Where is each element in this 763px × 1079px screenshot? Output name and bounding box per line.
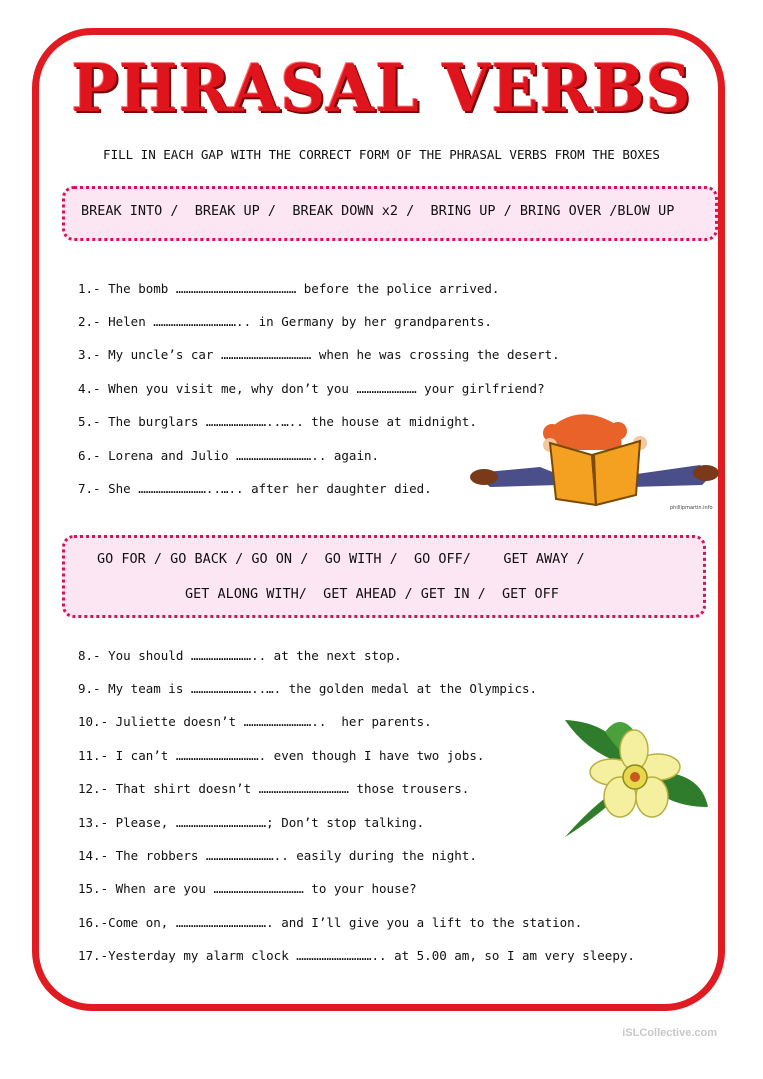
- instructions: FILL IN EACH GAP WITH THE CORRECT FORM OF THE PHRASAL VERBS FROM THE BOXES: [103, 147, 660, 162]
- question-3: 3.- My uncle’s car ……………………………… when he was crossing the desert.: [78, 347, 560, 362]
- question-1: 1.- The bomb ………………………………………… before the police arrived.: [78, 281, 500, 296]
- question-8: 8.- You should …………………….. at the next stop.: [78, 648, 402, 663]
- site-watermark: iSLCollective.com: [622, 1027, 717, 1039]
- girl-reading-icon: [470, 405, 720, 515]
- question-5: 5.- The burglars ……………………..….. the house at midnight.: [78, 414, 477, 429]
- question-15: 15.- When are you ……………………………… to your house?: [78, 881, 417, 896]
- word-box-2-line-1: GO FOR / GO BACK / GO ON / GO WITH / GO OFF/ GET AWAY /: [97, 551, 585, 567]
- question-14: 14.- The robbers ……………………….. easily during the night.: [78, 848, 477, 863]
- question-13: 13.- Please, ………………………………; Don’t stop talking.: [78, 815, 425, 830]
- question-17: 17.-Yesterday my alarm clock ………………………….. at 5.00 am, so I am very sleepy.: [78, 948, 635, 963]
- page-title: PHRASAL VERBS: [71, 50, 692, 127]
- word-box-1: [62, 186, 718, 241]
- question-2: 2.- Helen …………………………….. in Germany by her grandparents.: [78, 314, 492, 329]
- word-box-2: [62, 535, 706, 618]
- word-box-1-text: BREAK INTO / BREAK UP / BREAK DOWN x2 / BRING UP / BRING OVER /BLOW UP: [81, 203, 675, 219]
- question-7: 7.- She ………………………..….. after her daughter died.: [78, 481, 432, 496]
- clipart-caption: phillipmartin.info: [670, 505, 713, 511]
- question-6: 6.- Lorena and Julio ………………………….. again.: [78, 448, 380, 463]
- worksheet-border: [32, 28, 725, 1011]
- question-4: 4.- When you visit me, why don’t you …………………… your girlfriend?: [78, 381, 545, 396]
- word-box-2-line-2: GET ALONG WITH/ GET AHEAD / GET IN / GET OFF: [185, 586, 559, 602]
- question-10: 10.- Juliette doesn’t ……………………….. her parents.: [78, 714, 432, 729]
- question-16: 16.-Come on, ………………………………. and I’ll give you a lift to the station.: [78, 915, 583, 930]
- question-12: 12.- That shirt doesn’t ……………………………… those trousers.: [78, 781, 470, 796]
- question-9: 9.- My team is ……………………..…. the golden medal at the Olympics.: [78, 681, 538, 696]
- flower-icon: [560, 712, 710, 842]
- question-11: 11.- I can’t ……………………………. even though I have two jobs.: [78, 748, 485, 763]
